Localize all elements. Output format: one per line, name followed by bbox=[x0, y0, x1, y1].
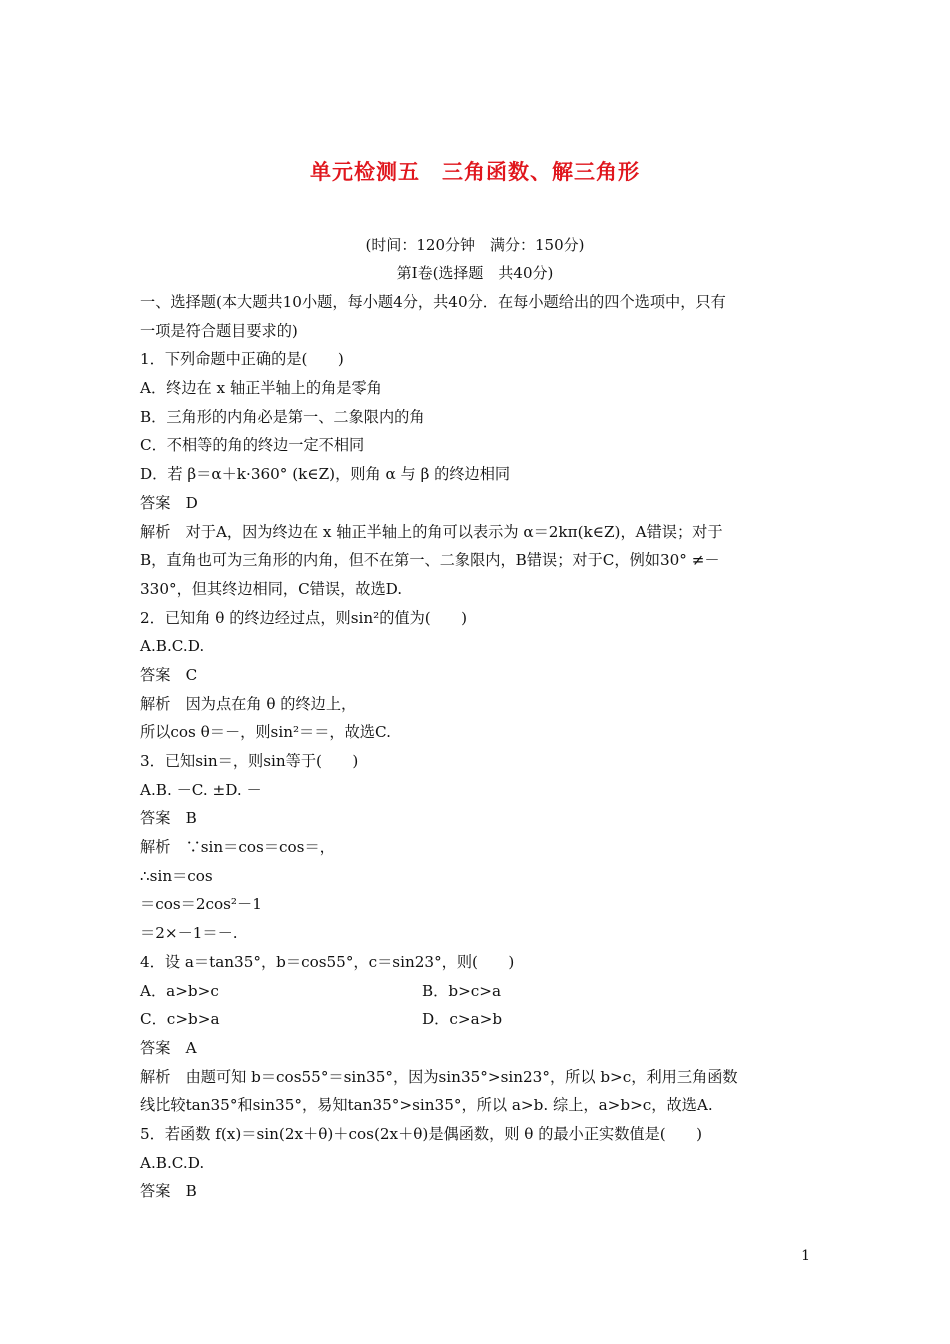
text-line: A．终边在 x 轴正半轴上的角是零角 bbox=[140, 379, 382, 398]
text-line: 5．若函数 f(x)＝sin(2x＋θ)＋cos(2x＋θ)是偶函数，则 θ 的最小正实数值是( ) bbox=[140, 1124, 702, 1143]
text-line: 1．下列命题中正确的是( ) bbox=[140, 350, 344, 369]
text-line: 答案 C bbox=[140, 665, 198, 684]
text-line: B．三角形的内角必是第一、二象限内的角 bbox=[140, 407, 425, 426]
text-line: B，直角也可为三角形的内角，但不在第一、二象限内，B错误；对于C，例如30° ≠－ bbox=[140, 551, 720, 570]
text-line: 3．已知sin＝，则sin等于( ) bbox=[140, 752, 359, 770]
text-line: ＝2×－1＝－. bbox=[140, 924, 238, 943]
text-line: 线比较tan35°和sin35°，易知tan35°>sin35°，所以 a>b. 综上，a>b>c，故选A. bbox=[140, 1096, 713, 1115]
text-line: A.B. －C. ±D. － bbox=[140, 780, 262, 799]
q4-option-c: C．c>b>a bbox=[140, 1010, 220, 1029]
page-number: 1 bbox=[801, 1248, 810, 1264]
text-line: 答案 D bbox=[140, 493, 198, 512]
q4-option-a: A．a>b>c bbox=[140, 981, 219, 1000]
text-line: ∴sin＝cos bbox=[140, 866, 213, 885]
text-line: 答案 B bbox=[140, 809, 197, 828]
text-line: 2．已知角 θ 的终边经过点，则sin²的值为( ) bbox=[140, 608, 468, 627]
volume-heading: 第Ⅰ卷(选择题 共40分) bbox=[396, 264, 554, 282]
document-body bbox=[140, 288, 812, 1206]
q4-option-b: B．b>c>a bbox=[422, 981, 502, 1000]
text-line: ＝cos＝2cos²－1 bbox=[140, 895, 262, 914]
text-line: 4．设 a＝tan35°，b＝cos55°，c＝sin23°，则( ) bbox=[140, 952, 515, 971]
q4-options-row-2 bbox=[140, 1005, 812, 1034]
text-line: 一、选择题(本大题共10小题，每小题4分，共40分．在每小题给出的四个选项中，只有 bbox=[140, 293, 726, 311]
text-line: A.B.C.D. bbox=[140, 637, 205, 656]
text-line: 解析 对于A，因为终边在 x 轴正半轴上的角可以表示为 α＝2kπ(k∈Z)，A错误；对于 bbox=[140, 522, 723, 541]
text-line: 所以cos θ＝－，则sin²＝＝，故选C. bbox=[140, 723, 391, 742]
text-line: 330°，但其终边相同，C错误，故选D. bbox=[140, 579, 403, 598]
text-line: 一项是符合题目要求的) bbox=[140, 321, 298, 340]
time-score-info: (时间：120分钟 满分：150分) bbox=[365, 236, 585, 254]
text-line: 解析 ∵sin＝cos＝cos＝， bbox=[140, 838, 335, 857]
text-line: 解析 因为点在角 θ 的终边上， bbox=[140, 694, 357, 713]
text-line: C．不相等的角的终边一定不相同 bbox=[140, 436, 365, 455]
q4-options-row-1 bbox=[140, 977, 812, 1006]
page-title: 单元检测五 三角函数、解三角形 bbox=[310, 159, 640, 184]
text-line: 解析 由题可知 b＝cos55°＝sin35°，因为sin35°>sin23°，所以 b>c，利用三角函数 bbox=[140, 1067, 738, 1086]
text-line: D．若 β＝α＋k·360° (k∈Z)，则角 α 与 β 的终边相同 bbox=[140, 465, 511, 484]
q4-option-d: D．c>a>b bbox=[422, 1010, 503, 1029]
text-line: 答案 B bbox=[140, 1182, 197, 1201]
text-line: A.B.C.D. bbox=[140, 1153, 205, 1172]
text-line: 答案 A bbox=[140, 1038, 197, 1057]
